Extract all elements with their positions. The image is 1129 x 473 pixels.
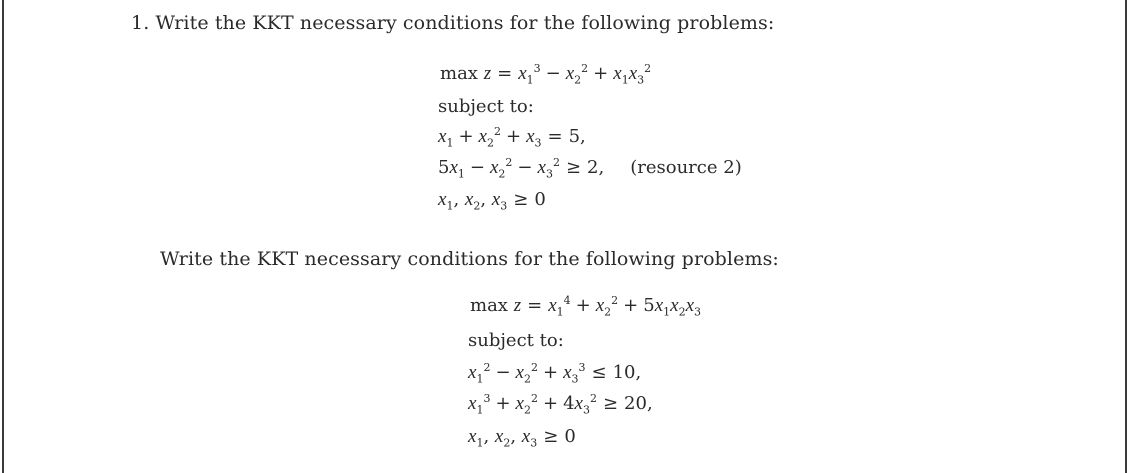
page-border-left [2, 0, 4, 473]
problem-1-heading: 1. Write the KKT necessary conditions for the following problems: [131, 12, 775, 34]
problem-2-heading: Write the KKT necessary conditions for the following problems: [160, 248, 779, 270]
problem-1-nonnegativity: $x_1$, $x_2$, $x_3 \ge 0$ [438, 189, 546, 213]
problem-1-objective: $\max z = x_1^3 - x_2^2 + x_1x_3^2$ [440, 62, 652, 87]
problem-2-constraint-1: $x_1^2 - x_2^2 + x_3^3 \le 10$, [468, 361, 642, 386]
problem-1-subject-to: subject to: [438, 96, 534, 117]
problem-1-resource-note: (resource 2) [630, 157, 742, 178]
problem-1-constraint-1: $x_1 + x_2^2 + x_3 = 5$, [438, 125, 586, 150]
problem-2-objective: $\max z = x_1^4 + x_2^2 + 5x_1x_2x_3$ [470, 294, 702, 319]
page-border-right [1125, 0, 1127, 473]
problem-2-nonnegativity: $x_1$, $x_2$, $x_3 \ge 0$ [468, 426, 576, 450]
problem-1-constraint-2: $5x_1 - x_2^2 - x_3^2 \ge 2$, (resource 2) [438, 156, 742, 181]
problem-2-subject-to: subject to: [468, 330, 564, 351]
problem-2-constraint-2: $x_1^3 + x_2^2 + 4x_3^2 \ge 20$, [468, 392, 653, 417]
